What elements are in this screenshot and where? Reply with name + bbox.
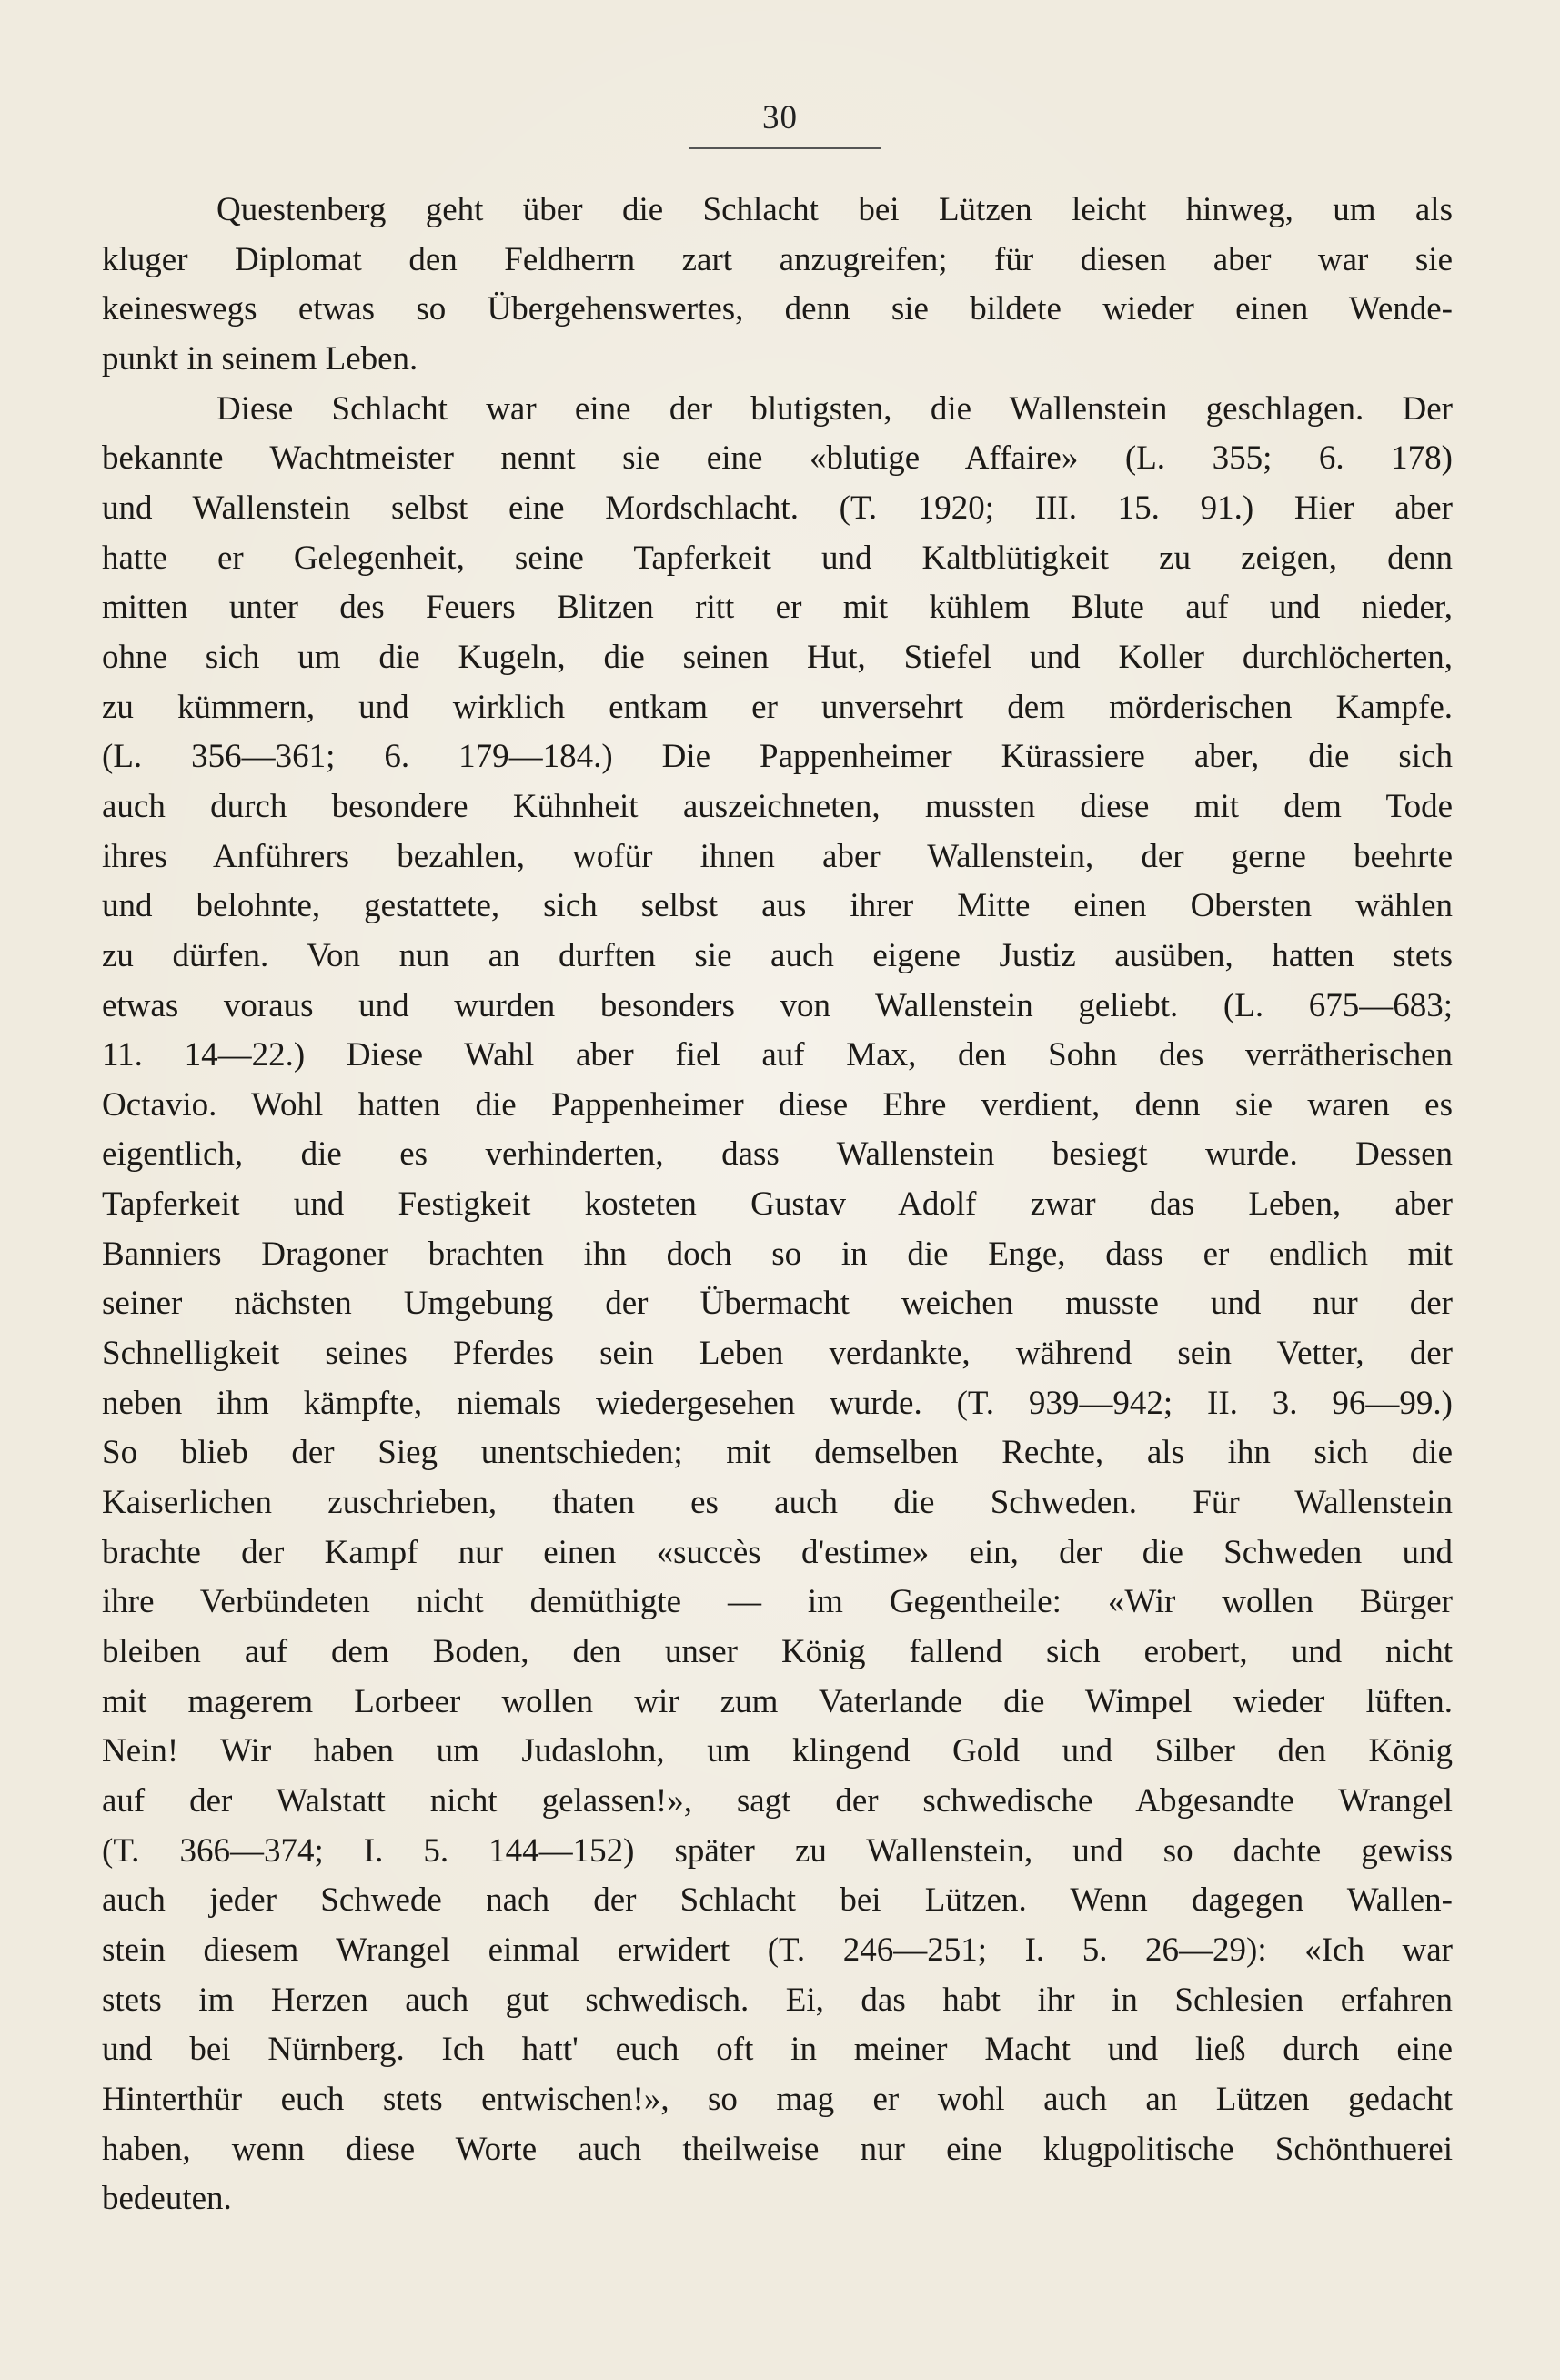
text-line: neben ihm kämpfte, niemals wiedergesehen wurde. (T. 939—942; II. 3. 96—99.) [102,1384,1453,1422]
text-line: kluger Diplomat den Feldherrn zart anzugreifen; für diesen aber war sie [102,240,1453,278]
text-line: Tapferkeit und Festigkeit kosteten Gustav Adolf zwar das Leben, aber [102,1185,1453,1224]
text-line: keineswegs etwas so Übergehenswertes, denn sie bildete wieder einen Wende- [102,290,1453,328]
text-line: bedeuten. [102,2180,232,2218]
body-text [102,186,1453,2224]
text-line: und bei Nürnberg. Ich hatt' euch oft in meiner Macht und ließ durch eine [102,2031,1453,2069]
text-line: etwas voraus und wurden besonders von Wallenstein geliebt. (L. 675—683; [102,986,1453,1024]
text-line: Kaiserlichen zuschrieben, thaten es auch die Schweden. Für Wallenstein [102,1484,1453,1522]
text-line: zu dürfen. Von nun an durften sie auch eigene Justiz ausüben, hatten stets [102,936,1453,974]
text-line: Diese Schlacht war eine der blutigsten, die Wallenstein geschlagen. Der [216,389,1453,428]
text-line: und belohnte, gestattete, sich selbst aus ihrer Mitte einen Obersten wählen [102,887,1453,925]
text-line: zu kümmern, und wirklich entkam er unversehrt dem mörderischen Kampfe. [102,688,1453,726]
text-line: brachte der Kampf nur einen «succès d'estime» ein, der die Schweden und [102,1533,1453,1571]
text-line: mit magerem Lorbeer wollen wir zum Vaterlande die Wimpel wieder lüften. [102,1682,1453,1720]
text-line: Nein! Wir haben um Judaslohn, um klingend Gold und Silber den König [102,1732,1453,1770]
text-line: 11. 14—22.) Diese Wahl aber fiel auf Max, den Sohn des verrätherischen [102,1036,1453,1074]
text-line: hatte er Gelegenheit, seine Tapferkeit und Kaltblütigkeit zu zeigen, denn [102,539,1453,577]
text-line: punkt in seinem Leben. [102,339,418,378]
text-line: So blieb der Sieg unentschieden; mit demselben Rechte, als ihn sich die [102,1434,1453,1472]
header-rule [689,147,881,149]
text-line: auch jeder Schwede nach der Schlacht bei Lützen. Wenn dagegen Wallen- [102,1881,1453,1920]
text-line: ihre Verbündeten nicht demüthigte — im Gegentheile: «Wir wollen Bürger [102,1583,1453,1621]
text-line: seiner nächsten Umgebung der Übermacht weichen musste und nur der [102,1285,1453,1323]
text-line: ihres Anführers bezahlen, wofür ihnen aber Wallenstein, der gerne beehrte [102,837,1453,875]
text-line: (L. 356—361; 6. 179—184.) Die Pappenheimer Kürassiere aber, die sich [102,738,1453,776]
text-line: eigentlich, die es verhinderten, dass Wallenstein besiegt wurde. Dessen [102,1135,1453,1174]
text-line: auch durch besondere Kühnheit auszeichneten, mussten diese mit dem Tode [102,787,1453,825]
text-line: haben, wenn diese Worte auch theilweise nur eine klugpolitische Schönthuerei [102,2130,1453,2168]
text-line: stein diesem Wrangel einmal erwidert (T. 246—251; I. 5. 26—29): «Ich war [102,1931,1453,1969]
text-line: Octavio. Wohl hatten die Pappenheimer diese Ehre verdient, denn sie waren es [102,1085,1453,1124]
text-line: auf der Walstatt nicht gelassen!», sagt der schwedische Abgesandte Wrangel [102,1782,1453,1820]
text-line: Schnelligkeit seines Pferdes sein Leben verdankte, während sein Vetter, der [102,1335,1453,1373]
text-line: Questenberg geht über die Schlacht bei Lützen leicht hinweg, um als [216,191,1453,228]
page-number: 30 [762,99,798,136]
text-line: mitten unter des Feuers Blitzen ritt er mit kühlem Blute auf und nieder, [102,589,1453,627]
text-line: Banniers Dragoner brachten ihn doch so in die Enge, dass er endlich mit [102,1235,1453,1273]
text-line: bekannte Wachtmeister nennt sie eine «blutige Affaire» (L. 355; 6. 178) [102,439,1453,478]
text-line: bleiben auf dem Boden, den unser König fallend sich erobert, und nicht [102,1633,1453,1671]
text-line: ohne sich um die Kugeln, die seinen Hut, Stiefel und Koller durchlöcherten, [102,638,1453,676]
text-line: (T. 366—374; I. 5. 144—152) später zu Wallenstein, und so dachte gewiss [102,1831,1453,1870]
text-line: stets im Herzen auch gut schwedisch. Ei, das habt ihr in Schlesien erfahren [102,1981,1453,2019]
text-line: Hinterthür euch stets entwischen!», so mag er wohl auch an Lützen gedacht [102,2080,1453,2118]
text-line: und Wallenstein selbst eine Mordschlacht. (T. 1920; III. 15. 91.) Hier aber [102,489,1453,527]
